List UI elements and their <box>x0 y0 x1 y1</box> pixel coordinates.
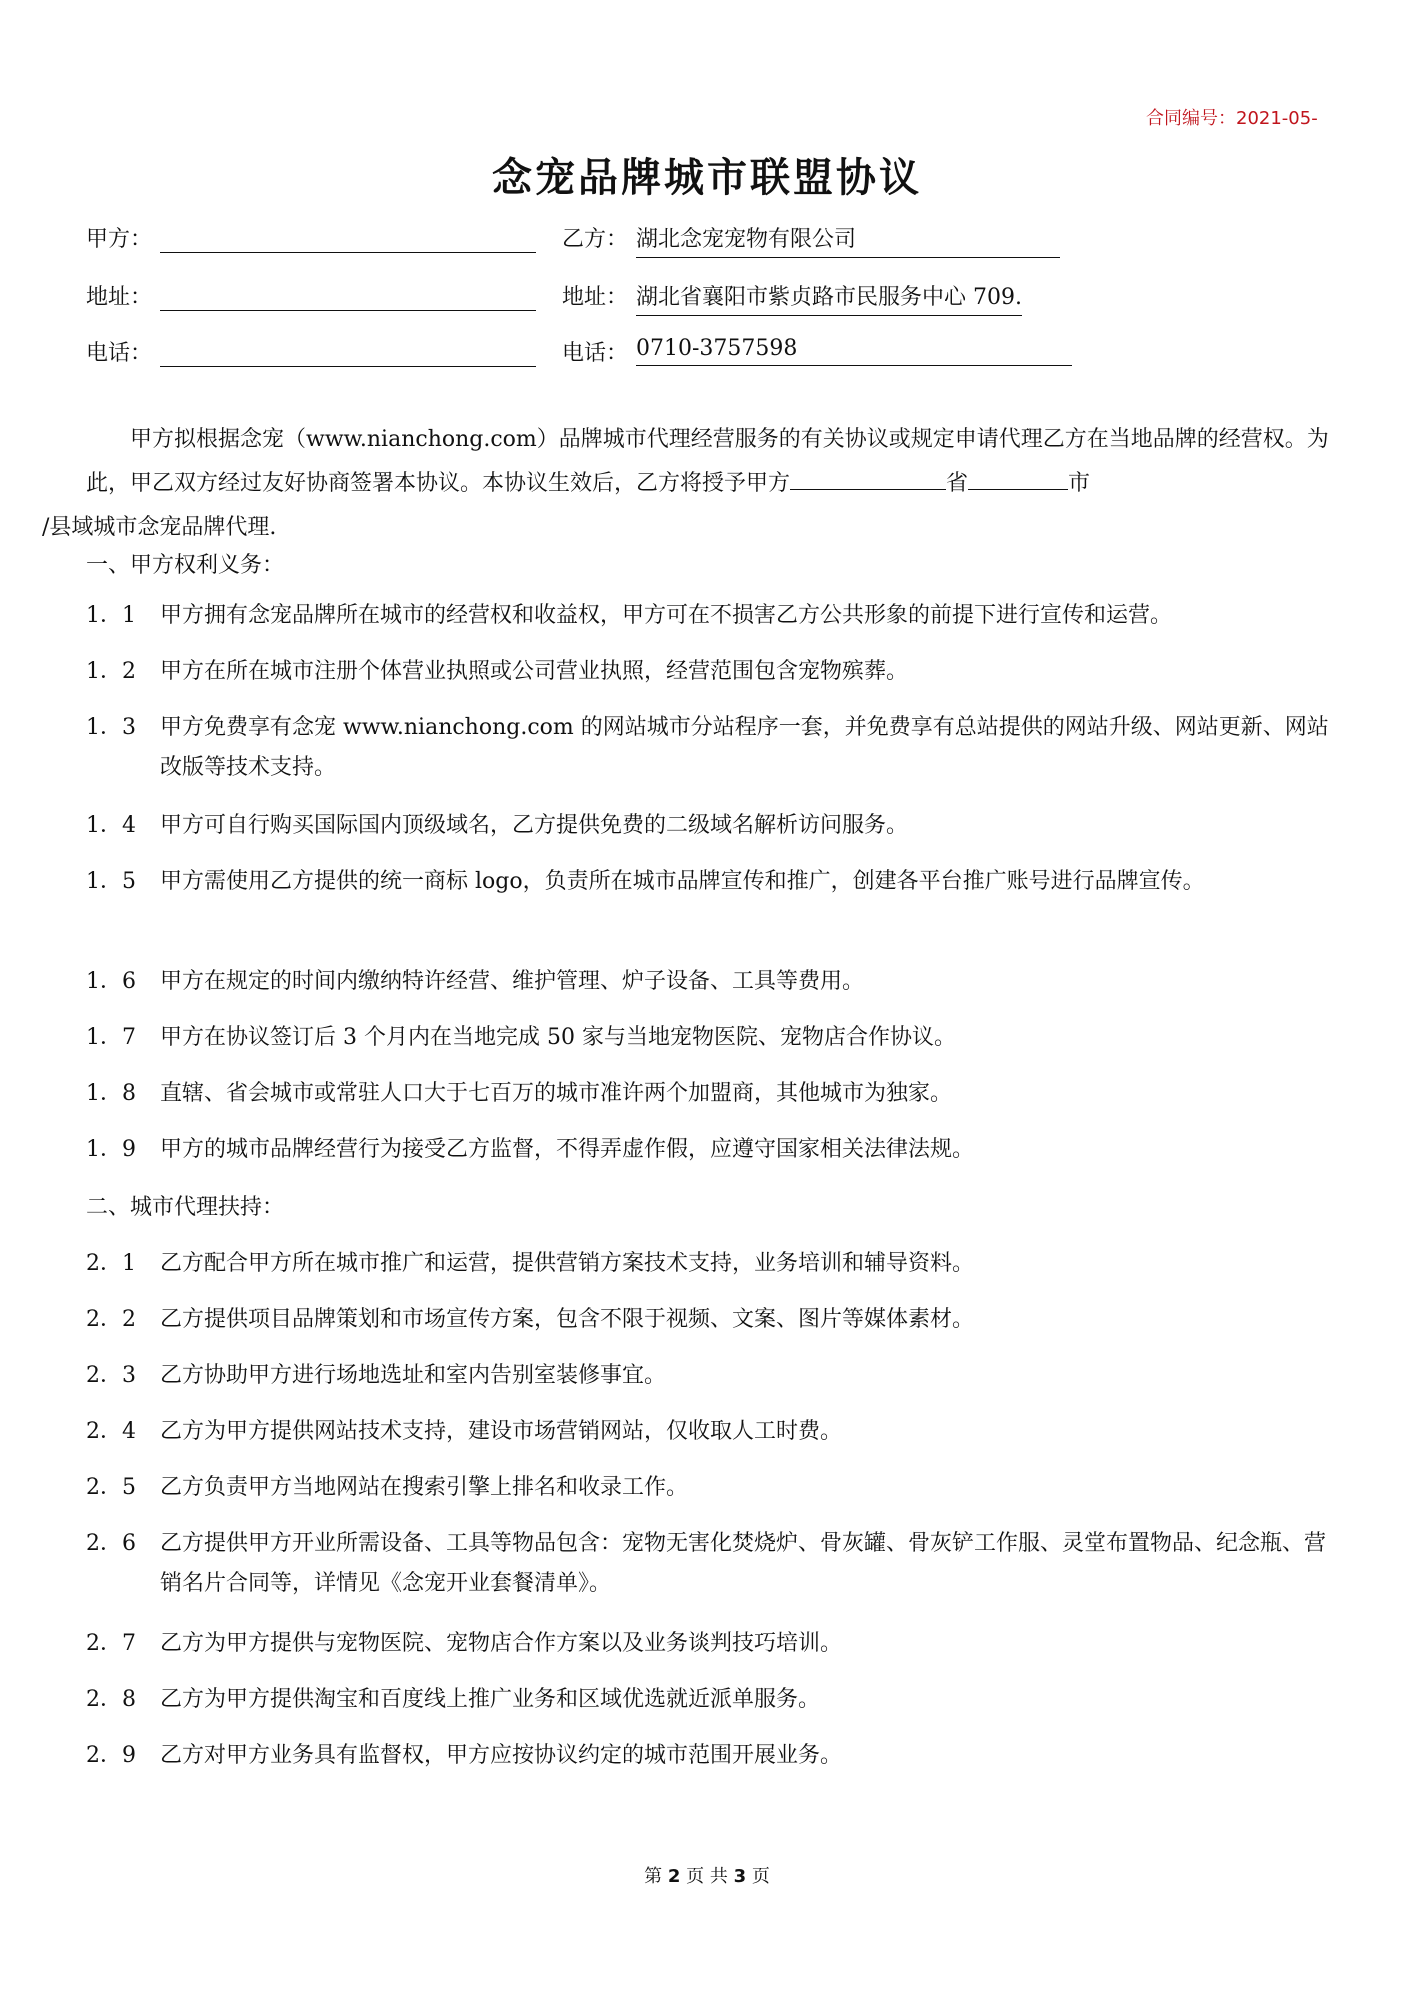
party-b-name: 湖北念宠宠物有限公司 <box>636 222 1060 258</box>
item-text: 甲方在规定的时间内缴纳特许经营、维护管理、炉子设备、工具等费用。 <box>160 969 865 994</box>
list-item <box>86 1244 1336 1284</box>
phone-b-value: 0710-3757598 <box>636 336 1072 366</box>
item-text: 甲方需使用乙方提供的统一商标 logo，负责所在城市品牌宣传和推广，创建各平台推广账号进行品牌宣传。 <box>160 869 1205 894</box>
item-text: 直辖、省会城市或常驻人口大于七百万的城市准许两个加盟商，其他城市为独家。 <box>160 1081 953 1106</box>
party-row-address <box>0 280 1414 320</box>
item-text: 甲方可自行购买国际国内顶级域名，乙方提供免费的二级域名解析访问服务。 <box>160 813 909 838</box>
phone-a-field[interactable] <box>160 366 536 367</box>
total-pages-number: 3 <box>733 1866 747 1887</box>
list-item <box>86 1130 1336 1170</box>
item-text: 乙方提供项目品牌策划和市场宣传方案，包含不限于视频、文案、图片等媒体素材。 <box>160 1307 975 1332</box>
item-text: 甲方拥有念宠品牌所在城市的经营权和收益权，甲方可在不损害乙方公共形象的前提下进行宣传和运营。 <box>160 603 1173 628</box>
item-text: 甲方的城市品牌经营行为接受乙方监督，不得弄虚作假，应遵守国家相关法律法规。 <box>160 1137 975 1162</box>
item-number: 1．6 <box>86 969 136 994</box>
intro-paragraph <box>42 418 1336 550</box>
item-text: 甲方免费享有念宠 www.nianchong.com 的网站城市分站程序一套，并免费享有总站提供的网站升级、网站更新、网站改版等技术支持。 <box>160 715 1329 780</box>
section-1-heading: 一、甲方权利义务： <box>86 553 285 578</box>
item-text: 乙方为甲方提供网站技术支持，建设市场营销网站，仅收取人工时费。 <box>160 1419 843 1444</box>
item-text: 乙方为甲方提供淘宝和百度线上推广业务和区域优选就近派单服务。 <box>160 1687 821 1712</box>
item-number: 2．2 <box>86 1307 136 1332</box>
item-number: 2．7 <box>86 1631 136 1656</box>
city-blank[interactable] <box>968 463 1068 490</box>
item-number: 1．7 <box>86 1025 136 1050</box>
list-item <box>86 862 1336 902</box>
item-number: 2．5 <box>86 1475 136 1500</box>
city-label: 市 <box>1068 471 1091 496</box>
list-item <box>86 1300 1336 1340</box>
item-number: 1．1 <box>86 603 136 628</box>
list-item <box>86 652 1336 692</box>
item-number: 2．6 <box>86 1531 136 1556</box>
item-number: 2．9 <box>86 1743 136 1768</box>
list-item <box>86 806 1336 846</box>
item-number: 1．4 <box>86 813 136 838</box>
party-b-label: 乙方： <box>562 227 629 252</box>
address-b-label: 地址： <box>562 285 629 310</box>
item-number: 1．8 <box>86 1081 136 1106</box>
list-item <box>86 1624 1336 1664</box>
list-item <box>86 1468 1336 1508</box>
list-item <box>86 1074 1336 1114</box>
item-number: 1．9 <box>86 1137 136 1162</box>
footer-middle: 页 共 <box>686 1866 728 1887</box>
item-number: 1．2 <box>86 659 136 684</box>
item-number: 2．1 <box>86 1251 136 1276</box>
party-a-label: 甲方： <box>86 227 153 252</box>
address-a-label: 地址： <box>86 285 153 310</box>
list-item <box>86 1524 1336 1604</box>
section-2-heading: 二、城市代理扶持： <box>86 1195 285 1220</box>
party-row-phone <box>0 336 1414 376</box>
list-item <box>86 1680 1336 1720</box>
item-text: 乙方负责甲方当地网站在搜索引擎上排名和收录工作。 <box>160 1475 689 1500</box>
phone-b-label: 电话： <box>562 341 629 366</box>
item-text: 乙方提供甲方开业所需设备、工具等物品包含：宠物无害化焚烧炉、骨灰罐、骨灰铲工作服、灵堂布置物品、纪念瓶、营销名片合同等，详情见《念宠开业套餐清单》。 <box>160 1531 1327 1596</box>
phone-a-label: 电话： <box>86 341 153 366</box>
list-item <box>86 1356 1336 1396</box>
list-item <box>86 1736 1336 1776</box>
province-label: 省 <box>946 471 969 496</box>
list-item <box>86 1018 1336 1058</box>
item-text: 乙方配合甲方所在城市推广和运营，提供营销方案技术支持，业务培训和辅导资料。 <box>160 1251 975 1276</box>
page-footer <box>0 1862 1414 1888</box>
contract-number-value: 2021-05- <box>1236 108 1318 129</box>
address-a-field[interactable] <box>160 310 536 311</box>
intro-text-2: /县域城市念宠品牌代理. <box>42 515 277 540</box>
item-number: 1．5 <box>86 869 136 894</box>
item-text: 乙方协助甲方进行场地选址和室内告别室装修事宜。 <box>160 1363 667 1388</box>
item-number: 2．4 <box>86 1419 136 1444</box>
contract-number <box>1146 104 1318 130</box>
list-item <box>86 596 1336 636</box>
party-a-name-field[interactable] <box>160 252 536 253</box>
item-text: 乙方为甲方提供与宠物医院、宠物店合作方案以及业务谈判技巧培训。 <box>160 1631 843 1656</box>
item-number: 2．3 <box>86 1363 136 1388</box>
intro-text-1: 甲方拟根据念宠（www.nianchong.com）品牌城市代理经营服务的有关协议或规定申请代理乙方在当地品牌的经营权。为此，甲乙双方经过友好协商签署本协议。本协议生效后，乙方将授予甲方 <box>86 427 1329 496</box>
document-title: 念宠品牌城市联盟协议 <box>492 154 922 201</box>
footer-suffix: 页 <box>751 1866 770 1887</box>
item-text: 甲方在所在城市注册个体营业执照或公司营业执照，经营范围包含宠物殡葬。 <box>160 659 909 684</box>
list-item <box>86 708 1336 788</box>
party-row-name <box>0 222 1414 262</box>
item-number: 1．3 <box>86 715 136 740</box>
list-item <box>86 1412 1336 1452</box>
footer-prefix: 第 <box>644 1866 663 1887</box>
address-b-value: 湖北省襄阳市紫贞路市民服务中心 709. <box>636 280 1022 316</box>
contract-number-label: 合同编号： <box>1146 108 1236 129</box>
list-item <box>86 962 1336 1002</box>
item-text: 乙方对甲方业务具有监督权，甲方应按协议约定的城市范围开展业务。 <box>160 1743 843 1768</box>
province-blank[interactable] <box>790 463 946 490</box>
current-page-number: 2 <box>667 1866 681 1887</box>
item-text: 甲方在协议签订后 3 个月内在当地完成 50 家与当地宠物医院、宠物店合作协议。 <box>160 1025 956 1050</box>
item-number: 2．8 <box>86 1687 136 1712</box>
